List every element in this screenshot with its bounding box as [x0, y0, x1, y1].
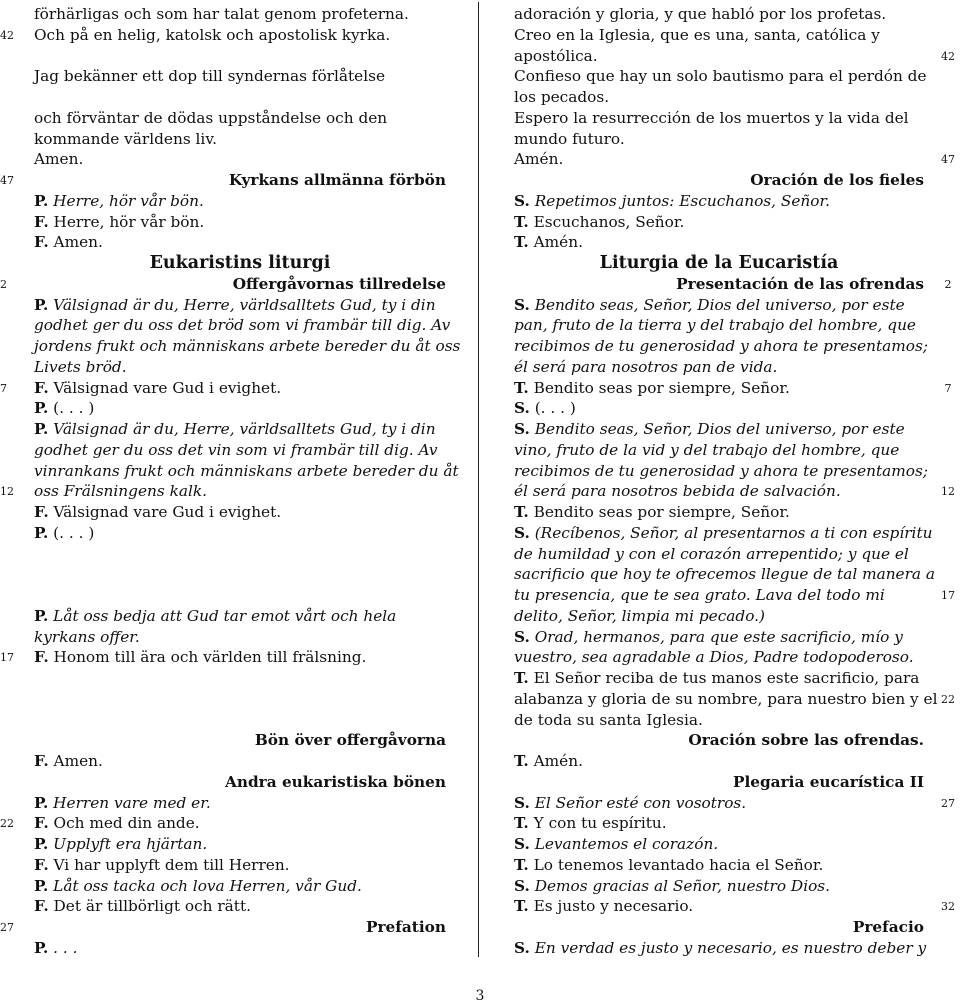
line-text: Lo tenemos levantado hacia el Señor.: [533, 855, 824, 874]
spanish-line: [514, 896, 924, 917]
swedish-line: [34, 357, 446, 378]
line-text: Prefation: [366, 918, 446, 936]
speaker-label: T.: [514, 814, 529, 833]
line-text: Confieso que hay un solo bautismo para el perdón de: [514, 67, 927, 86]
swedish-section-heading: [34, 917, 446, 938]
swedish-line: [34, 710, 446, 731]
speaker-label: P.: [34, 793, 49, 812]
swedish-line: [34, 149, 446, 170]
spanish-line: [514, 938, 927, 959]
line-text: Herre, hör vår bön.: [53, 212, 205, 231]
speaker-label: T.: [514, 752, 529, 770]
line-number: 22: [941, 692, 955, 706]
swedish-section-heading: [34, 730, 446, 751]
spanish-line: [514, 710, 924, 731]
speaker-label: F.: [34, 855, 49, 874]
swedish-line: [34, 564, 446, 585]
speaker-label: S.: [514, 295, 530, 314]
line-number: 42: [0, 28, 14, 42]
speaker-label: P.: [34, 938, 49, 957]
spanish-line: [514, 523, 933, 544]
line-text: Oración sobre las ofrendas.: [688, 731, 924, 750]
swedish-line: [34, 212, 446, 233]
spanish-line: [514, 876, 924, 897]
spanish-line: [514, 481, 924, 502]
line-text: kommande världens liv.: [34, 129, 218, 148]
line-number: 27: [941, 796, 955, 810]
speaker-label: S.: [514, 523, 530, 542]
line-text: Offergåvornas tillredelse: [232, 274, 446, 293]
line-number: 42: [941, 49, 955, 63]
line-text: Amen.: [34, 150, 84, 169]
swedish-line: [34, 585, 446, 606]
line-text: Och med din ande.: [53, 814, 200, 833]
spanish-part-heading: [514, 253, 924, 274]
spanish-line: [514, 295, 924, 316]
line-text: Amén.: [533, 752, 583, 770]
swedish-line: [34, 419, 446, 440]
line-text: jordens frukt och människans arbete bereder du åt oss: [34, 337, 461, 355]
line-text: Presentación de las ofrendas: [676, 274, 924, 293]
line-text: mundo futuro.: [514, 129, 625, 148]
swedish-line: [34, 606, 446, 627]
line-text: Låt oss bedja att Gud tar emot vårt och hela: [53, 606, 397, 625]
spanish-line: [514, 544, 924, 565]
speaker-label: S.: [514, 835, 530, 853]
line-text: alabanza y gloria de su nombre, para nuestro bien y el: [514, 689, 938, 708]
swedish-line: [34, 66, 446, 87]
line-number: 17: [941, 589, 955, 602]
page-number: 3: [475, 988, 485, 1004]
swedish-line: [34, 938, 446, 959]
speaker-label: P.: [34, 606, 49, 625]
line-text: Amen.: [53, 752, 103, 770]
line-text: Prefacio: [852, 918, 924, 936]
line-text: Låt oss tacka och lova Herren, vår Gud.: [53, 876, 362, 895]
swedish-line: [34, 793, 446, 814]
line-text: de humildad y con el corazón arrepentido; y que el: [514, 544, 909, 563]
line-text: adoración y gloria, y que habló por los profetas.: [514, 5, 887, 23]
line-text: . . .: [53, 938, 78, 957]
line-text: Välsignad vare Gud i evighet.: [53, 503, 282, 521]
line-text: Herre, hör vår bön.: [53, 191, 204, 210]
line-text: Repetimos juntos: Escuchanos, Señor.: [534, 191, 830, 210]
swedish-line: [34, 4, 446, 25]
spanish-line: [514, 46, 924, 67]
line-text: Y con tu espíritu.: [533, 814, 667, 833]
spanish-line: [514, 461, 929, 482]
spanish-line: [514, 25, 924, 46]
line-text: Herren vare med er.: [53, 793, 211, 812]
speaker-label: F.: [34, 897, 49, 916]
line-text: (. . . ): [53, 523, 95, 542]
spanish-line: [514, 813, 924, 834]
speaker-label: F.: [34, 378, 49, 397]
line-text: de toda su santa Iglesia.: [514, 710, 703, 729]
line-text: apostólica.: [514, 46, 598, 65]
spanish-line: [514, 129, 924, 150]
swedish-line: [34, 108, 446, 129]
line-text: Honom till ära och världen till frälsning.: [53, 648, 367, 667]
speaker-label: F.: [34, 814, 49, 833]
line-text: él será para nosotros pan de vida.: [514, 357, 778, 376]
speaker-label: P.: [34, 295, 49, 314]
spanish-line: [514, 668, 924, 689]
swedish-line: [34, 295, 446, 316]
swedish-section-heading: [34, 170, 446, 191]
swedish-line: [34, 398, 446, 419]
line-text: pan, fruto de la tierra y del trabajo del hombre, que: [514, 316, 916, 335]
speaker-label: P.: [34, 399, 49, 418]
speaker-label: S.: [514, 627, 530, 646]
line-number: 7: [0, 381, 7, 395]
line-text: (Recíbenos, Señor, al presentarnos a ti con espíritu: [534, 523, 933, 542]
swedish-line: [34, 751, 446, 772]
swedish-line: [34, 896, 446, 917]
line-text: kyrkans offer.: [34, 627, 140, 646]
spanish-line: [514, 834, 924, 855]
swedish-line: [34, 191, 446, 212]
speaker-label: P.: [34, 523, 49, 542]
line-text: vinrankans frukt och människans arbete bereder du åt: [34, 461, 459, 480]
swedish-line: [34, 232, 446, 253]
line-text: Espero la resurrección de los muertos y la vida del: [514, 108, 909, 127]
line-text: godhet ger du oss det bröd som vi frambär till dig. Av: [34, 316, 451, 335]
speaker-label: F.: [34, 648, 49, 667]
spanish-line: [514, 585, 924, 606]
speaker-label: F.: [34, 752, 49, 770]
speaker-label: P.: [34, 191, 49, 210]
line-text: Livets bröd.: [34, 357, 127, 376]
speaker-label: F.: [34, 233, 49, 252]
spanish-line: [514, 564, 936, 585]
spanish-line: [514, 149, 924, 170]
line-number: 12: [0, 485, 14, 499]
spanish-line: [514, 315, 924, 336]
line-text: El Señor esté con vosotros.: [534, 793, 747, 812]
line-number: 2: [0, 277, 7, 291]
swedish-line: [34, 689, 446, 710]
line-number: 22: [0, 817, 14, 831]
line-number: 17: [0, 651, 14, 665]
line-text: El Señor reciba de tus manos este sacrificio, para: [533, 669, 920, 687]
line-text: Es justo y necesario.: [533, 897, 694, 916]
speaker-label: P.: [34, 835, 49, 853]
swedish-line: [34, 461, 459, 482]
swedish-line: [34, 627, 446, 648]
line-text: Creo en la Iglesia, que es una, santa, católica y: [514, 25, 880, 44]
spanish-section-heading: [514, 917, 924, 938]
spanish-line: [514, 419, 924, 440]
spanish-line: [514, 66, 927, 87]
spanish-line: [514, 232, 924, 253]
swedish-part-heading: [34, 253, 446, 274]
line-text: En verdad es justo y necesario, es nuestro deber y: [534, 938, 927, 957]
speaker-label: F.: [34, 212, 49, 231]
spanish-line: [514, 357, 924, 378]
line-text: Jag bekänner ett dop till syndernas förlåtelse: [34, 67, 385, 86]
spanish-line: [514, 440, 924, 461]
speaker-label: P.: [34, 876, 49, 895]
swedish-line: [34, 502, 446, 523]
line-text: (. . . ): [534, 399, 576, 418]
spanish-section-heading: [514, 730, 924, 751]
spanish-section-heading: [514, 772, 924, 793]
spanish-line: [514, 212, 924, 233]
line-text: Escuchanos, Señor.: [533, 212, 685, 231]
spanish-line: [514, 627, 924, 648]
line-text: vino, fruto de la vid y del trabajo del hombre, que: [514, 440, 900, 459]
swedish-line: [34, 440, 446, 461]
line-number: 32: [941, 900, 955, 914]
swedish-line: [34, 46, 446, 67]
swedish-line: [34, 87, 446, 108]
spanish-line: [514, 751, 924, 772]
spanish-line: [514, 855, 924, 876]
spanish-line: [514, 689, 938, 710]
spanish-line: [514, 647, 924, 668]
speaker-label: S.: [514, 876, 530, 895]
swedish-section-heading: [34, 274, 446, 295]
speaker-label: T.: [514, 503, 529, 521]
spanish-line: [514, 502, 924, 523]
spanish-line: [514, 606, 924, 627]
line-number: 47: [941, 153, 955, 167]
spanish-line: [514, 87, 924, 108]
column-divider: [478, 2, 479, 957]
line-text: Det är tillbörligt och rätt.: [53, 897, 251, 916]
swedish-line: [34, 336, 461, 357]
line-text: oss Frälsningens kalk.: [34, 482, 207, 501]
line-text: Bendito seas, Señor, Dios del universo, por este: [534, 420, 905, 438]
swedish-section-heading: [34, 772, 446, 793]
line-text: Oración de los fieles: [750, 171, 924, 189]
speaker-label: F.: [34, 503, 49, 521]
speaker-label: P.: [34, 420, 49, 438]
line-text: Demos gracias al Señor, nuestro Dios.: [534, 876, 831, 895]
spanish-line: [514, 108, 924, 129]
swedish-line: [34, 378, 446, 399]
line-text: Välsignad vare Gud i evighet.: [53, 378, 282, 397]
line-number: 47: [0, 174, 14, 187]
swedish-line: [34, 129, 446, 150]
line-text: Amen.: [53, 233, 103, 252]
line-text: godhet ger du oss det vin som vi frambär till dig. Av: [34, 440, 438, 459]
speaker-label: S.: [514, 938, 530, 957]
swedish-line: [34, 668, 446, 689]
line-number: 27: [0, 921, 14, 934]
speaker-label: T.: [514, 212, 529, 231]
speaker-label: T.: [514, 378, 529, 397]
line-text: Och på en helig, katolsk och apostolisk kyrka.: [34, 25, 391, 44]
line-text: Kyrkans allmänna förbön: [228, 171, 446, 189]
line-text: Vi har upplyft dem till Herren.: [53, 855, 290, 874]
line-text: delito, Señor, limpia mi pecado.): [514, 606, 765, 625]
line-text: Välsignad är du, Herre, världsalltets Gud, ty i din: [53, 420, 436, 438]
line-text: tu presencia, que te sea grato. Lava del todo mi: [514, 586, 885, 604]
line-text: Orad, hermanos, para que este sacrificio, mío y: [534, 627, 903, 646]
line-text: Andra eukaristiska bönen: [224, 772, 446, 791]
line-text: Bendito seas, Señor, Dios del universo, por este: [534, 295, 905, 314]
spanish-line: [514, 4, 924, 25]
swedish-line: [34, 25, 446, 46]
line-text: Eukaristins liturgi: [149, 253, 331, 273]
line-text: Levantemos el corazón.: [534, 835, 719, 853]
spanish-line: [514, 191, 924, 212]
line-text: (. . . ): [53, 399, 95, 418]
spanish-line: [514, 378, 924, 399]
line-text: los pecados.: [514, 88, 610, 106]
spanish-line: [514, 336, 929, 357]
speaker-label: S.: [514, 191, 530, 210]
line-text: Bön över offergåvorna: [254, 731, 446, 750]
speaker-label: T.: [514, 897, 529, 916]
speaker-label: T.: [514, 233, 529, 252]
spanish-section-heading: [514, 170, 924, 191]
line-text: recibimos de tu generosidad y ahora te presentamos;: [514, 461, 929, 480]
speaker-label: T.: [514, 669, 529, 687]
line-text: recibimos de tu generosidad y ahora te presentamos;: [514, 337, 929, 355]
swedish-line: [34, 647, 446, 668]
spanish-line: [514, 398, 924, 419]
swedish-line: [34, 813, 446, 834]
line-text: Plegaria eucarística II: [732, 772, 924, 791]
spanish-section-heading: [514, 274, 924, 295]
speaker-label: S.: [514, 420, 530, 438]
line-number: 2: [944, 277, 952, 291]
line-number: 7: [944, 381, 952, 395]
line-text: Amén.: [514, 150, 564, 169]
swedish-line: [34, 481, 446, 502]
swedish-line: [34, 544, 446, 565]
line-text: Bendito seas por siempre, Señor.: [533, 503, 790, 521]
speaker-label: S.: [514, 793, 530, 812]
line-text: Välsignad är du, Herre, världsalltets Gud, ty i din: [53, 295, 436, 314]
line-text: él será para nosotros bebida de salvación.: [514, 482, 841, 501]
line-text: Bendito seas por siempre, Señor.: [533, 378, 790, 397]
line-text: Amén.: [533, 233, 583, 252]
speaker-label: T.: [514, 855, 529, 874]
swedish-line: [34, 315, 451, 336]
line-text: vuestro, sea agradable a Dios, Padre todopoderoso.: [514, 648, 914, 667]
swedish-line: [34, 523, 446, 544]
line-text: Upplyft era hjärtan.: [53, 835, 208, 853]
swedish-line: [34, 834, 446, 855]
swedish-line: [34, 876, 446, 897]
speaker-label: S.: [514, 399, 530, 418]
line-number: 12: [941, 485, 955, 499]
spanish-line: [514, 793, 924, 814]
swedish-line: [34, 855, 446, 876]
line-text: och förväntar de dödas uppståndelse och den: [34, 108, 388, 127]
line-text: förhärligas och som har talat genom profeterna.: [34, 5, 409, 23]
line-text: Liturgia de la Eucaristía: [599, 253, 839, 273]
line-text: sacrificio que hoy te ofrecemos llegue de tal manera a: [514, 565, 936, 584]
